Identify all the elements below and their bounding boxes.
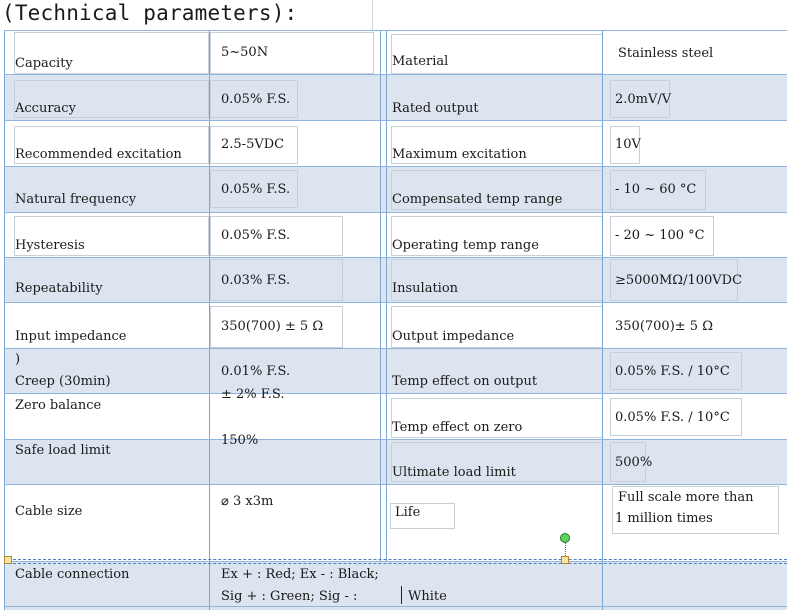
label-repeatability: Repeatability	[15, 281, 103, 296]
value-cable-connection-line2-color: White	[408, 589, 447, 604]
grid-vline-2	[380, 30, 381, 561]
resize-handle-mid[interactable]	[561, 556, 569, 564]
value-life-line2: 1 million times	[615, 511, 713, 526]
value-ultimate-load-limit: 500%	[615, 455, 653, 470]
value-cable-connection-line2: Sig + : Green; Sig - :	[221, 589, 358, 604]
label-temp-effect-zero: Temp effect on zero	[392, 420, 523, 435]
value-material: Stainless steel	[618, 46, 714, 61]
value-repeatability: 0.03% F.S.	[221, 273, 291, 288]
page-edge-line	[372, 0, 373, 30]
grid-hline-3	[4, 166, 787, 167]
label-temp-effect-output: Temp effect on output	[392, 374, 538, 389]
grid-hline-9	[4, 439, 787, 440]
parameters-table	[4, 30, 787, 610]
label-natural-frequency: Natural frequency	[15, 192, 137, 207]
label-cable-size: Cable size	[15, 504, 83, 519]
resize-handle-left[interactable]	[4, 556, 12, 564]
grid-hline-7	[4, 348, 787, 349]
grid-hline-10	[4, 484, 787, 485]
grid-hline-0	[4, 30, 787, 31]
value-temp-effect-output: 0.05% F.S. / 10°C	[615, 364, 730, 379]
label-input-impedance: Input impedance	[15, 329, 127, 344]
grid-hline-4	[4, 212, 787, 213]
value-safe-load-limit: 150%	[221, 433, 259, 448]
label-material: Material	[392, 54, 449, 69]
label-maximum-excitation: Maximum excitation	[392, 147, 527, 162]
label-cable-connection: Cable connection	[15, 567, 130, 582]
label-rated-output: Rated output	[392, 101, 479, 116]
value-accuracy: 0.05% F.S.	[221, 92, 291, 107]
value-cable-connection-line1: Ex + : Red; Ex - : Black;	[221, 567, 379, 582]
grid-vline-0	[4, 30, 5, 610]
label-operating-temp-range: Operating temp range	[392, 238, 539, 253]
label-creep: Creep (30min)	[15, 374, 111, 389]
value-output-impedance: 350(700)± 5 Ω	[615, 319, 713, 334]
value-hysteresis: 0.05% F.S.	[221, 228, 291, 243]
label-life: Life	[395, 505, 421, 520]
grid-hline-8	[4, 393, 787, 394]
label-ultimate-load-limit: Ultimate load limit	[392, 465, 516, 480]
label-compensated-temp-range: Compensated temp range	[392, 192, 563, 207]
label-zero-balance: Zero balance	[15, 398, 102, 413]
label-capacity: Capacity	[15, 56, 73, 71]
grid-vline-1	[209, 30, 210, 610]
label-accuracy: Accuracy	[15, 101, 76, 116]
grid-hline-2	[4, 120, 787, 121]
label-safe-load-limit: Safe load limit	[15, 443, 111, 458]
grid-vline-4	[602, 30, 603, 610]
value-rated-output: 2.0mV/V	[615, 92, 672, 107]
value-cable-size: ⌀ 3 x3m	[221, 494, 274, 509]
value-compensated-temp-range: - 10 ~ 60 °C	[615, 182, 697, 197]
rotate-handle[interactable]	[560, 533, 570, 543]
value-input-impedance: 350(700) ± 5 Ω	[221, 319, 324, 334]
rotate-handle-stem	[565, 543, 566, 556]
value-life-line1: Full scale more than	[618, 490, 754, 505]
selection-border-top	[8, 559, 787, 560]
label-insulation: Insulation	[392, 281, 459, 296]
value-maximum-excitation: 10V	[615, 137, 641, 152]
value-operating-temp-range: - 20 ~ 100 °C	[615, 228, 705, 243]
value-capacity: 5~50N	[221, 45, 269, 60]
value-natural-frequency: 0.05% F.S.	[221, 182, 291, 197]
grid-hline-5	[4, 257, 787, 258]
value-insulation: ≥5000MΩ/100VDC	[615, 273, 743, 288]
label-hysteresis: Hysteresis	[15, 238, 85, 253]
grid-vline-3	[386, 30, 387, 561]
value-zero-balance: ± 2% F.S.	[221, 387, 285, 402]
selection-border-bottom	[8, 563, 787, 564]
value-recommended-excitation: 2.5-5VDC	[221, 137, 285, 152]
grid-hline-12	[4, 606, 787, 607]
label-output-impedance: Output impedance	[392, 329, 515, 344]
text-cursor	[401, 586, 402, 604]
label-recommended-excitation: Recommended excitation	[15, 147, 182, 162]
value-temp-effect-zero: 0.05% F.S. / 10°C	[615, 410, 730, 425]
grid-hline-11	[4, 561, 787, 562]
value-creep: 0.01% F.S.	[221, 364, 291, 379]
grid-hline-6	[4, 302, 787, 303]
label-creep-prefix: )	[15, 352, 21, 367]
grid-hline-1	[4, 74, 787, 75]
page-heading: (Technical parameters):	[2, 1, 298, 25]
